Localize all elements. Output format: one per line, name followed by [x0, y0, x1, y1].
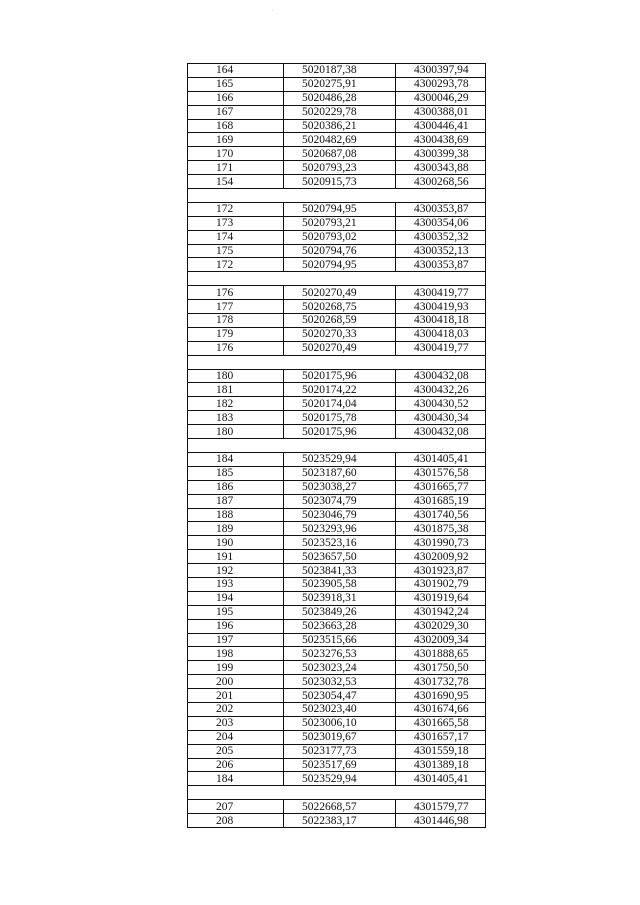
y-coordinate-cell: 4301732,78 [396, 675, 486, 689]
x-coordinate-cell: 5023849,26 [284, 605, 396, 619]
table-row [188, 77, 486, 91]
table-row [188, 202, 486, 216]
y-coordinate-cell: 4300399,38 [396, 147, 486, 161]
point-number-cell: 167 [188, 105, 284, 119]
table-row [188, 216, 486, 230]
point-number-cell: 177 [188, 300, 284, 314]
group-separator-row [188, 786, 486, 800]
x-coordinate-cell: 5023523,16 [284, 536, 396, 550]
coordinates-table-container [187, 63, 485, 828]
y-coordinate-cell: 4300343,88 [396, 161, 486, 175]
x-coordinate-cell: 5023293,96 [284, 522, 396, 536]
point-number-cell: 202 [188, 702, 284, 716]
point-number-cell: 168 [188, 119, 284, 133]
point-number-cell: 184 [188, 772, 284, 786]
point-number-cell: 195 [188, 605, 284, 619]
point-number-cell: 186 [188, 480, 284, 494]
point-number-cell: 182 [188, 397, 284, 411]
y-coordinate-cell: 4301579,77 [396, 800, 486, 814]
table-row [188, 758, 486, 772]
x-coordinate-cell: 5020915,73 [284, 175, 396, 189]
point-number-cell: 181 [188, 383, 284, 397]
point-number-cell: 171 [188, 161, 284, 175]
y-coordinate-cell: 4300432,26 [396, 383, 486, 397]
y-coordinate-cell: 4301389,18 [396, 758, 486, 772]
y-coordinate-cell: 4301690,95 [396, 689, 486, 703]
point-number-cell: 194 [188, 591, 284, 605]
page-mark: · [271, 6, 274, 15]
x-coordinate-cell: 5023038,27 [284, 480, 396, 494]
x-coordinate-cell: 5020174,04 [284, 397, 396, 411]
table-row [188, 508, 486, 522]
point-number-cell: 191 [188, 550, 284, 564]
y-coordinate-cell: 4301674,66 [396, 702, 486, 716]
x-coordinate-cell: 5023019,67 [284, 730, 396, 744]
group-separator-cell [188, 355, 486, 369]
point-number-cell: 189 [188, 522, 284, 536]
table-row [188, 522, 486, 536]
y-coordinate-cell: 4300432,08 [396, 369, 486, 383]
point-number-cell: 205 [188, 744, 284, 758]
table-row [188, 716, 486, 730]
table-row [188, 480, 486, 494]
coordinates-table-body [188, 64, 486, 828]
table-row [188, 452, 486, 466]
y-coordinate-cell: 4301576,58 [396, 466, 486, 480]
x-coordinate-cell: 5023918,31 [284, 591, 396, 605]
table-row [188, 314, 486, 328]
group-separator-cell [188, 272, 486, 286]
y-coordinate-cell: 4300432,08 [396, 425, 486, 439]
group-separator-cell [188, 189, 486, 203]
y-coordinate-cell: 4302009,92 [396, 550, 486, 564]
y-coordinate-cell: 4300293,78 [396, 77, 486, 91]
table-row [188, 550, 486, 564]
group-separator-row [188, 272, 486, 286]
y-coordinate-cell: 4301750,50 [396, 661, 486, 675]
table-row [188, 286, 486, 300]
y-coordinate-cell: 4301919,64 [396, 591, 486, 605]
x-coordinate-cell: 5023187,60 [284, 466, 396, 480]
table-row [188, 772, 486, 786]
point-number-cell: 208 [188, 814, 284, 828]
table-row [188, 341, 486, 355]
table-row [188, 536, 486, 550]
point-number-cell: 204 [188, 730, 284, 744]
table-row [188, 661, 486, 675]
point-number-cell: 176 [188, 286, 284, 300]
x-coordinate-cell: 5023515,66 [284, 633, 396, 647]
table-row [188, 730, 486, 744]
table-row [188, 425, 486, 439]
point-number-cell: 176 [188, 341, 284, 355]
x-coordinate-cell: 5023023,40 [284, 702, 396, 716]
table-row [188, 64, 486, 78]
x-coordinate-cell: 5023657,50 [284, 550, 396, 564]
y-coordinate-cell: 4301875,38 [396, 522, 486, 536]
table-row [188, 397, 486, 411]
x-coordinate-cell: 5020275,91 [284, 77, 396, 91]
point-number-cell: 184 [188, 452, 284, 466]
table-row [188, 258, 486, 272]
group-separator-row [188, 439, 486, 453]
x-coordinate-cell: 5023529,94 [284, 452, 396, 466]
x-coordinate-cell: 5020187,38 [284, 64, 396, 78]
y-coordinate-cell: 4300419,93 [396, 300, 486, 314]
table-row [188, 300, 486, 314]
point-number-cell: 207 [188, 800, 284, 814]
x-coordinate-cell: 5023023,24 [284, 661, 396, 675]
y-coordinate-cell: 4300268,56 [396, 175, 486, 189]
y-coordinate-cell: 4300419,77 [396, 286, 486, 300]
x-coordinate-cell: 5023046,79 [284, 508, 396, 522]
table-row [188, 466, 486, 480]
x-coordinate-cell: 5023905,58 [284, 577, 396, 591]
y-coordinate-cell: 4301665,77 [396, 480, 486, 494]
y-coordinate-cell: 4302009,34 [396, 633, 486, 647]
table-row [188, 411, 486, 425]
y-coordinate-cell: 4301685,19 [396, 494, 486, 508]
point-number-cell: 172 [188, 202, 284, 216]
x-coordinate-cell: 5023006,10 [284, 716, 396, 730]
y-coordinate-cell: 4301405,41 [396, 772, 486, 786]
y-coordinate-cell: 4301990,73 [396, 536, 486, 550]
table-row [188, 244, 486, 258]
x-coordinate-cell: 5023054,47 [284, 689, 396, 703]
table-row [188, 675, 486, 689]
y-coordinate-cell: 4301446,98 [396, 814, 486, 828]
point-number-cell: 179 [188, 327, 284, 341]
point-number-cell: 173 [188, 216, 284, 230]
x-coordinate-cell: 5020270,33 [284, 327, 396, 341]
x-coordinate-cell: 5022668,57 [284, 800, 396, 814]
point-number-cell: 180 [188, 425, 284, 439]
table-row [188, 161, 486, 175]
y-coordinate-cell: 4300438,69 [396, 133, 486, 147]
x-coordinate-cell: 5020175,78 [284, 411, 396, 425]
table-row [188, 702, 486, 716]
y-coordinate-cell: 4301740,56 [396, 508, 486, 522]
table-row [188, 800, 486, 814]
table-row [188, 647, 486, 661]
point-number-cell: 180 [188, 369, 284, 383]
table-row [188, 230, 486, 244]
y-coordinate-cell: 4300353,87 [396, 258, 486, 272]
y-coordinate-cell: 4301665,58 [396, 716, 486, 730]
y-coordinate-cell: 4300046,29 [396, 91, 486, 105]
x-coordinate-cell: 5023074,79 [284, 494, 396, 508]
table-row [188, 327, 486, 341]
group-separator-cell [188, 786, 486, 800]
table-row [188, 175, 486, 189]
x-coordinate-cell: 5020270,49 [284, 341, 396, 355]
table-row [188, 577, 486, 591]
point-number-cell: 190 [188, 536, 284, 550]
point-number-cell: 172 [188, 258, 284, 272]
x-coordinate-cell: 5020175,96 [284, 425, 396, 439]
point-number-cell: 203 [188, 716, 284, 730]
point-number-cell: 164 [188, 64, 284, 78]
group-separator-row [188, 355, 486, 369]
coordinates-table [187, 63, 486, 828]
point-number-cell: 199 [188, 661, 284, 675]
y-coordinate-cell: 4301888,65 [396, 647, 486, 661]
y-coordinate-cell: 4302029,30 [396, 619, 486, 633]
point-number-cell: 170 [188, 147, 284, 161]
x-coordinate-cell: 5020687,08 [284, 147, 396, 161]
table-row [188, 619, 486, 633]
x-coordinate-cell: 5020386,21 [284, 119, 396, 133]
x-coordinate-cell: 5020793,23 [284, 161, 396, 175]
point-number-cell: 178 [188, 314, 284, 328]
point-number-cell: 169 [188, 133, 284, 147]
y-coordinate-cell: 4301923,87 [396, 564, 486, 578]
x-coordinate-cell: 5020793,21 [284, 216, 396, 230]
point-number-cell: 188 [188, 508, 284, 522]
y-coordinate-cell: 4301902,79 [396, 577, 486, 591]
x-coordinate-cell: 5023276,53 [284, 647, 396, 661]
x-coordinate-cell: 5023663,28 [284, 619, 396, 633]
x-coordinate-cell: 5020793,02 [284, 230, 396, 244]
point-number-cell: 200 [188, 675, 284, 689]
y-coordinate-cell: 4301559,18 [396, 744, 486, 758]
point-number-cell: 192 [188, 564, 284, 578]
x-coordinate-cell: 5022383,17 [284, 814, 396, 828]
y-coordinate-cell: 4300419,77 [396, 341, 486, 355]
x-coordinate-cell: 5020268,75 [284, 300, 396, 314]
table-row [188, 744, 486, 758]
table-row [188, 564, 486, 578]
point-number-cell: 185 [188, 466, 284, 480]
x-coordinate-cell: 5023517,69 [284, 758, 396, 772]
x-coordinate-cell: 5023177,73 [284, 744, 396, 758]
x-coordinate-cell: 5020174,22 [284, 383, 396, 397]
table-row [188, 591, 486, 605]
point-number-cell: 201 [188, 689, 284, 703]
table-row [188, 369, 486, 383]
x-coordinate-cell: 5020270,49 [284, 286, 396, 300]
point-number-cell: 166 [188, 91, 284, 105]
table-row [188, 383, 486, 397]
point-number-cell: 183 [188, 411, 284, 425]
table-row [188, 814, 486, 828]
point-number-cell: 193 [188, 577, 284, 591]
y-coordinate-cell: 4301657,17 [396, 730, 486, 744]
group-separator-row [188, 189, 486, 203]
x-coordinate-cell: 5023032,53 [284, 675, 396, 689]
y-coordinate-cell: 4300397,94 [396, 64, 486, 78]
point-number-cell: 165 [188, 77, 284, 91]
x-coordinate-cell: 5020482,69 [284, 133, 396, 147]
point-number-cell: 196 [188, 619, 284, 633]
y-coordinate-cell: 4300388,01 [396, 105, 486, 119]
point-number-cell: 154 [188, 175, 284, 189]
x-coordinate-cell: 5020268,59 [284, 314, 396, 328]
x-coordinate-cell: 5020229,78 [284, 105, 396, 119]
y-coordinate-cell: 4300352,32 [396, 230, 486, 244]
y-coordinate-cell: 4300430,52 [396, 397, 486, 411]
table-row [188, 91, 486, 105]
point-number-cell: 197 [188, 633, 284, 647]
point-number-cell: 174 [188, 230, 284, 244]
x-coordinate-cell: 5020794,95 [284, 258, 396, 272]
y-coordinate-cell: 4300418,03 [396, 327, 486, 341]
y-coordinate-cell: 4300352,13 [396, 244, 486, 258]
y-coordinate-cell: 4300353,87 [396, 202, 486, 216]
point-number-cell: 187 [188, 494, 284, 508]
table-row [188, 105, 486, 119]
x-coordinate-cell: 5023841,33 [284, 564, 396, 578]
x-coordinate-cell: 5020794,95 [284, 202, 396, 216]
group-separator-cell [188, 439, 486, 453]
y-coordinate-cell: 4301942,24 [396, 605, 486, 619]
table-row [188, 689, 486, 703]
point-number-cell: 198 [188, 647, 284, 661]
point-number-cell: 206 [188, 758, 284, 772]
point-number-cell: 175 [188, 244, 284, 258]
table-row [188, 133, 486, 147]
table-row [188, 119, 486, 133]
table-row [188, 147, 486, 161]
table-row [188, 494, 486, 508]
x-coordinate-cell: 5023529,94 [284, 772, 396, 786]
table-row [188, 633, 486, 647]
x-coordinate-cell: 5020175,96 [284, 369, 396, 383]
x-coordinate-cell: 5020486,28 [284, 91, 396, 105]
y-coordinate-cell: 4300446,41 [396, 119, 486, 133]
y-coordinate-cell: 4300418,18 [396, 314, 486, 328]
y-coordinate-cell: 4300430,34 [396, 411, 486, 425]
y-coordinate-cell: 4301405,41 [396, 452, 486, 466]
y-coordinate-cell: 4300354,06 [396, 216, 486, 230]
table-row [188, 605, 486, 619]
x-coordinate-cell: 5020794,76 [284, 244, 396, 258]
